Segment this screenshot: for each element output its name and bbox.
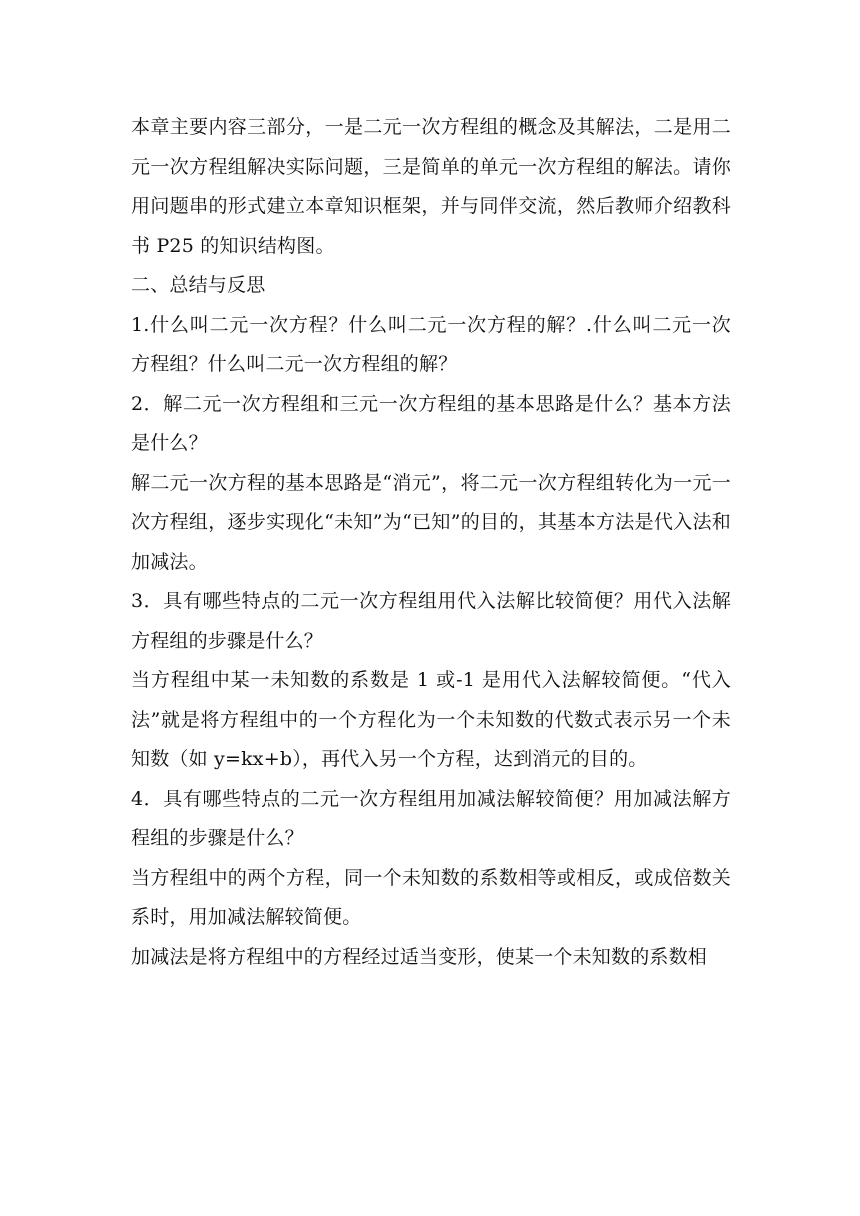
answer-3: 当方程组中某一未知数的系数是 1 或-1 是用代入法解较简便。“代入法”就是将方程组中的一个方程化为一个未知数的代数式表示另一个未知数（如 y=kx+b），再代入另一个方程，达到消元的目的。: [131, 669, 731, 770]
answer-2: 解二元一次方程的基本思路是“消元”，将二元一次方程组转化为一元一次方程组，逐步实现化“未知”为“已知”的目的，其基本方法是代入法和加减法。: [131, 471, 731, 573]
section-heading-summary: 二、总结与反思: [131, 274, 266, 296]
question-3: 3．具有哪些特点的二元一次方程组用代入法解比较简便？用代入法解方程组的步骤是什么？: [131, 590, 731, 652]
answer-4: 当方程组中的两个方程，同一个未知数的系数相等或相反，或成倍数关系时，用加减法解较简便。: [131, 866, 731, 928]
document-body: [131, 108, 731, 977]
question-1: 1.什么叫二元一次方程？什么叫二元一次方程的解？.什么叫二元一次方程组？什么叫二元一次方程组的解？: [131, 313, 731, 375]
intro-paragraph: 本章主要内容三部分，一是二元一次方程组的概念及其解法，二是用二元一次方程组解决实际问题，三是简单的单元一次方程组的解法。请你用问题串的形式建立本章知识框架，并与同伴交流，然后教师介绍教科书 P25 的知识结构图。: [131, 116, 731, 257]
answer-4-continued: 加减法是将方程组中的方程经过适当变形，使某一个未知数的系数相: [131, 945, 708, 968]
question-4: 4．具有哪些特点的二元一次方程组用加减法解较简便？用加减法解方程组的步骤是什么？: [131, 787, 731, 849]
question-2: 2．解二元一次方程组和三元一次方程组的基本思路是什么？基本方法是什么？: [131, 392, 731, 454]
